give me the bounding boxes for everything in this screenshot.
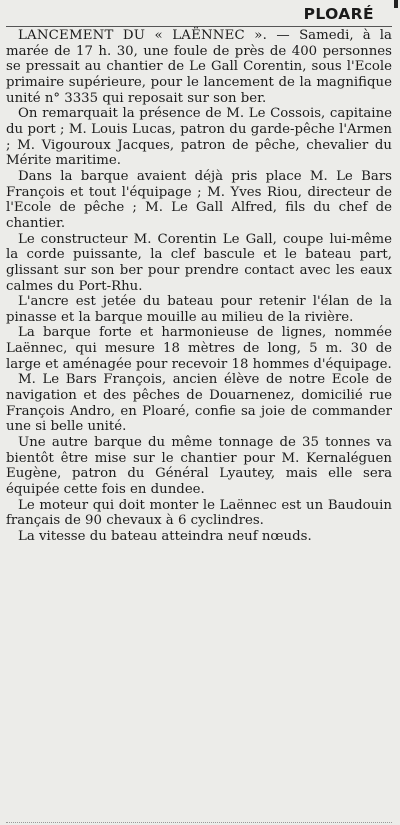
article-headline: LANCEMENT DU « LAËNNEC ». — (18, 28, 290, 43)
article-paragraph: Une autre barque du même tonnage de 35 tonnes va bientôt être mise sur le chantier pour M. Kernaléguen Eugène, patron du Général Lyautey, mais elle sera équipée cette fois en dundee. (6, 435, 392, 498)
heading-rule (6, 26, 392, 27)
article-paragraph: La barque forte et harmonieuse de lignes, nommée Laënnec, qui mesure 18 mètres de long, 5 m. 30 de large et aménagée pour recevoir 18 hommes d'équipage. (6, 325, 392, 372)
article-paragraph: L'ancre est jetée du bateau pour retenir l'élan de la pinasse et la barque mouille au milieu de la rivière. (6, 294, 392, 325)
article-body (6, 28, 392, 545)
bottom-rule (6, 822, 392, 823)
article-paragraph: Le moteur qui doit monter le Laënnec est un Baudouin français de 90 chevaux à 6 cyclindres. (6, 497, 392, 529)
article-paragraph: M. Le Bars François, ancien élève de notre Ecole de navigation et des pêches de Douarnenez, domicilié rue François Andro, en Ploaré, confie sa joie de commander une si belle unité. (6, 372, 392, 435)
paragraph-text: Samedi, à la marée de 17 h. 30, une foule de près de 400 personnes se pressait au chantier de Le Gall Corentin, sous l'Ecole primaire supérieure, pour le lancement de la magnifique unité n° 3335 qui reposait sur son ber. (6, 28, 392, 106)
article-paragraph: Le constructeur M. Corentin Le Gall, coupe lui-même la corde puissante, la clef bascule et le bateau part, glissant sur son ber pour prendre contact avec les eaux calmes du Port-Rhu. (6, 231, 392, 294)
article-paragraph: Dans la barque avaient déjà pris place M. Le Bars François et tout l'équipage ; M. Yves Riou, directeur de l'Ecole de pêche ; M. Le Gall Alfred, fils du chef de chantier. (6, 168, 392, 231)
article-paragraph (6, 28, 392, 106)
page-edge-mark (394, 0, 398, 8)
article-paragraph: On remarquait la présence de M. Le Cossois, capitaine du port ; M. Louis Lucas, patron du garde-pêche l'Armen ; M. Vigouroux Jacques, patron de pêche, chevalier du Mérite maritime. (6, 106, 392, 169)
locality-heading: PLOARÉ (303, 5, 374, 23)
article-paragraph: La vitesse du bateau atteindra neuf nœuds. (18, 529, 312, 544)
